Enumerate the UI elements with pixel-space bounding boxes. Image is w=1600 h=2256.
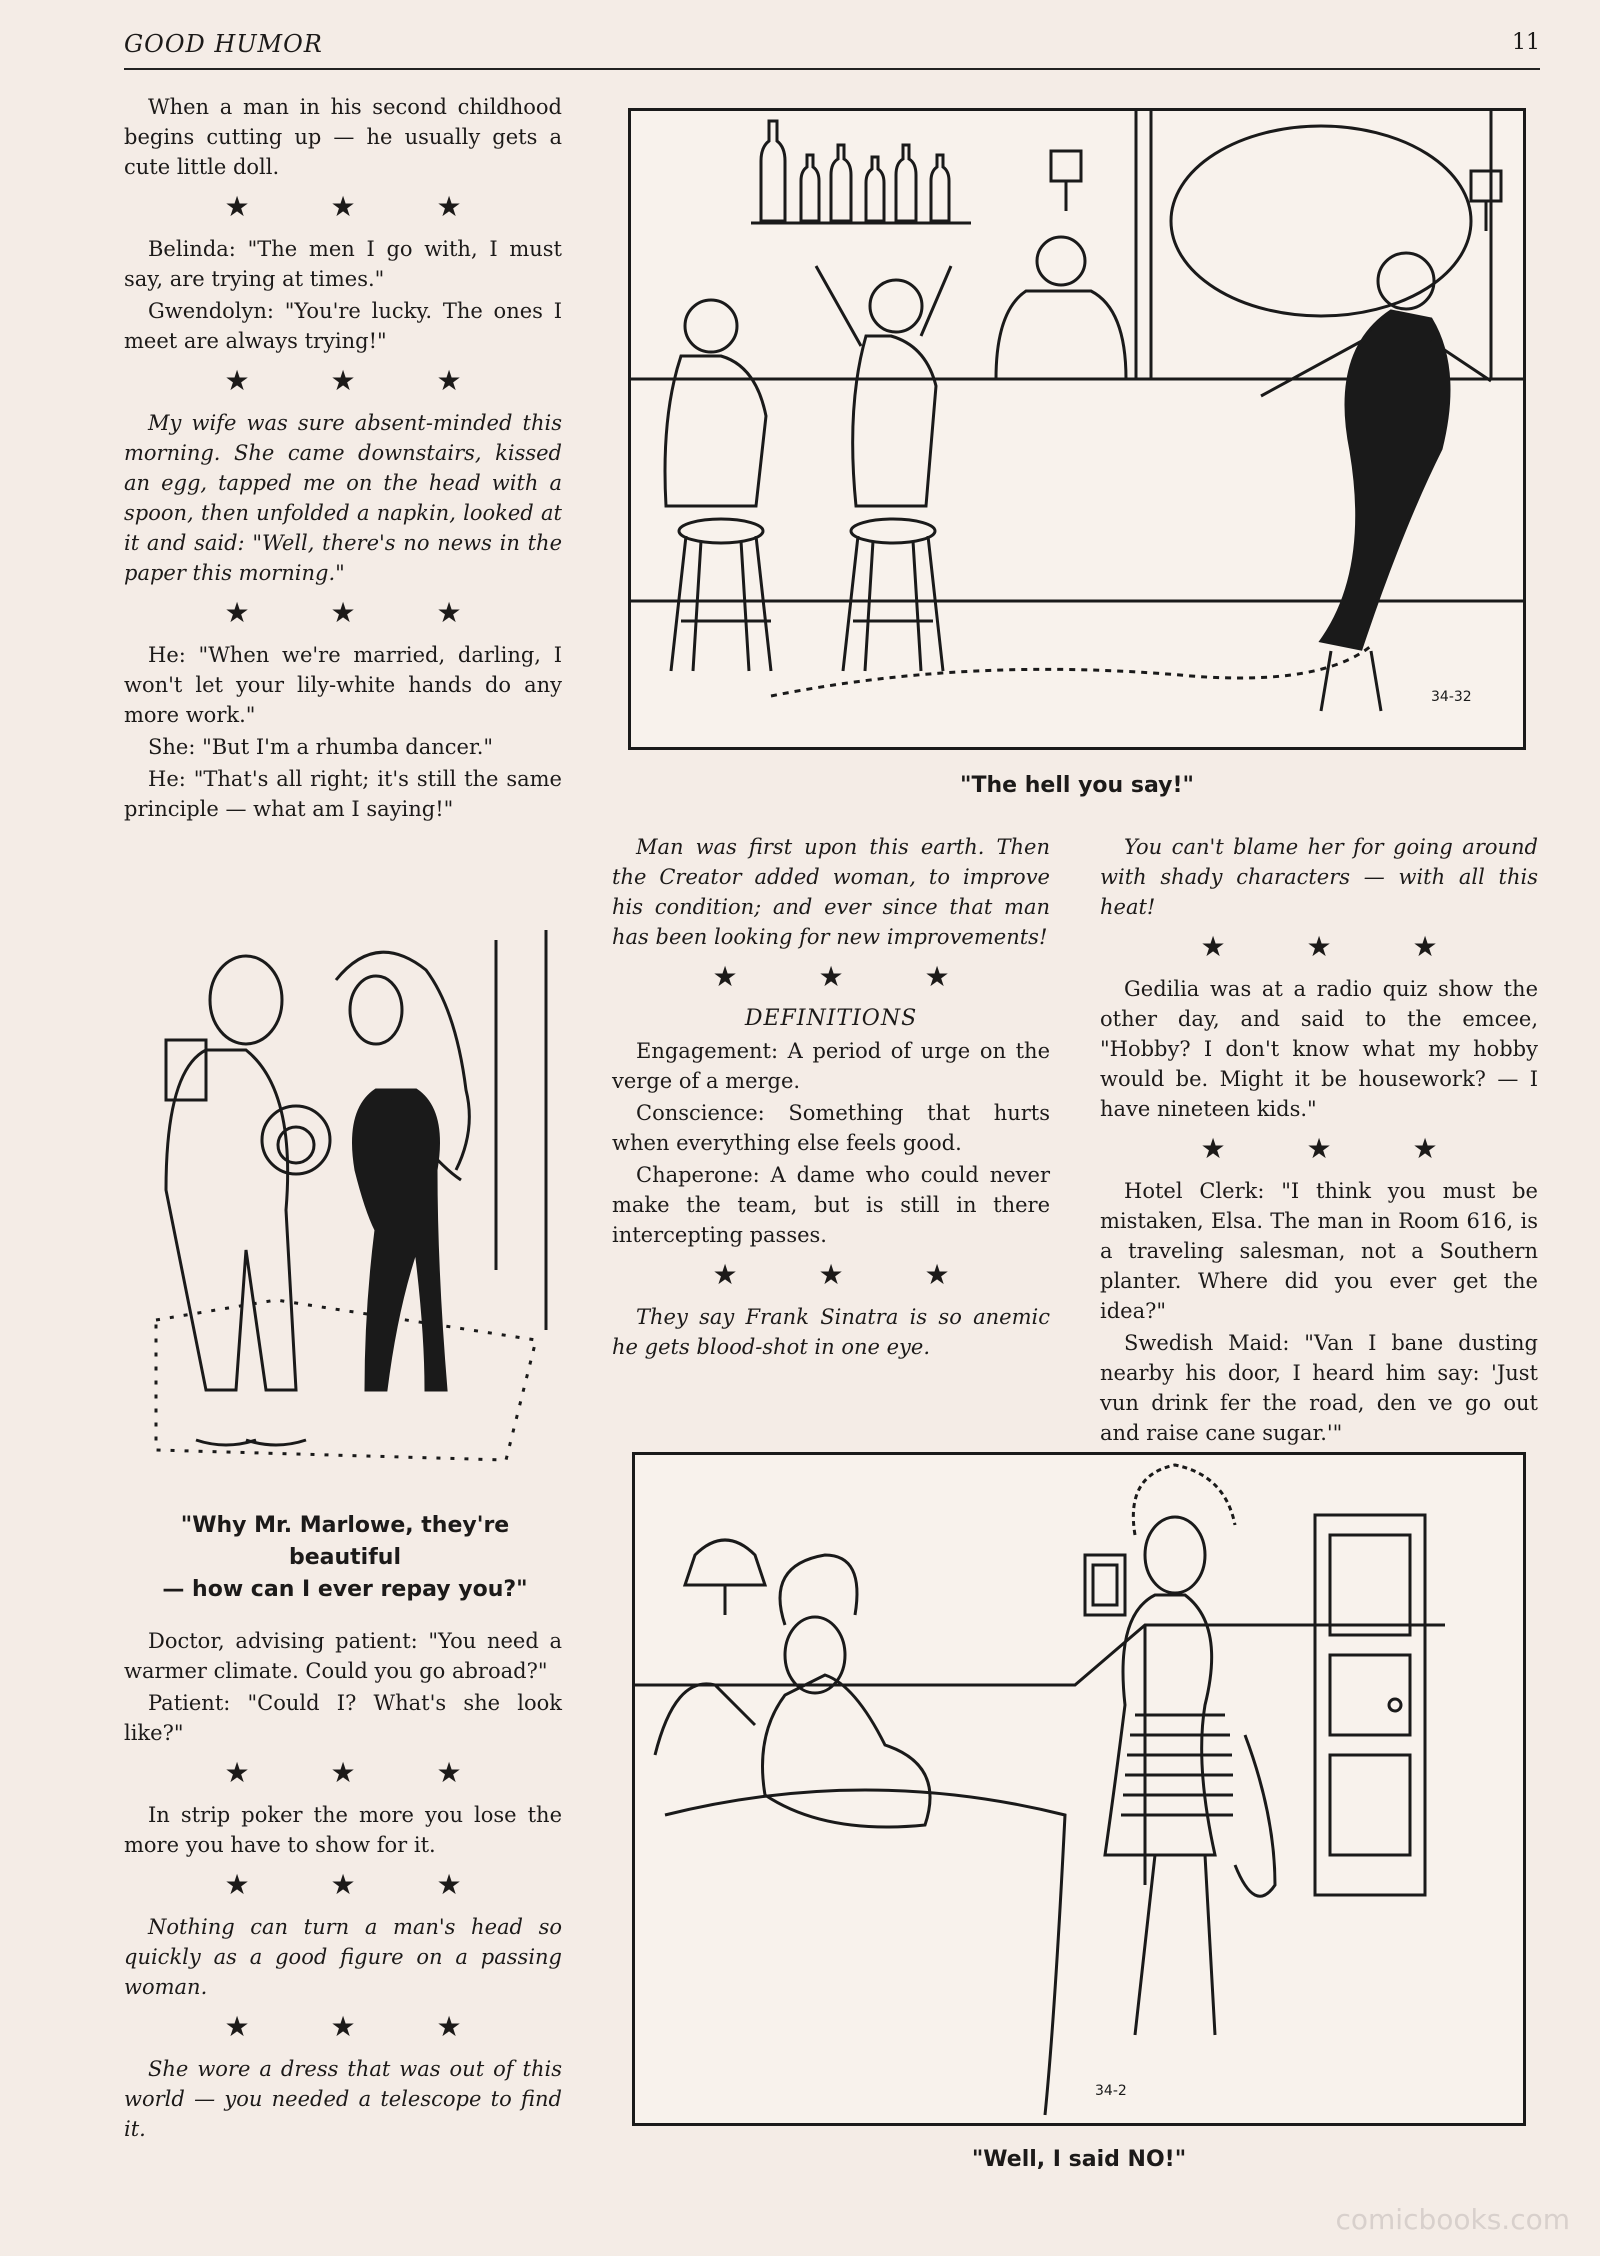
joke-text: Man was first upon this earth. Then the Creator added woman, to improve his condition; and ever since that man has been looking for new improvements! (612, 835, 1050, 949)
watermark: comicbooks.com (1335, 2203, 1570, 2236)
page-number: 11 (1512, 30, 1540, 55)
left-column-top (124, 92, 562, 826)
joke-text: He: "When we're married, darling, I won't let your lily-white hands do any more work." (124, 643, 562, 727)
joke-text: Patient: "Could I? What's she look like?" (124, 1691, 562, 1745)
definition-text: Conscience: Something that hurts when everything else feels good. (612, 1101, 1050, 1155)
page-header (124, 28, 1540, 70)
star-separator: ★ ★ ★ (712, 1258, 986, 1291)
joke-text: They say Frank Sinatra is so anemic he gets blood-shot in one eye. (612, 1305, 1050, 1359)
joke-text: When a man in his second childhood begins cutting up — he usually gets a cute little doll. (124, 95, 562, 179)
caption-line: — how can I ever repay you?" (162, 1577, 528, 1602)
definition-text: Chaperone: A dame who could never make the team, but is still in there intercepting passes. (612, 1163, 1050, 1247)
star-separator: ★ ★ ★ (224, 2010, 498, 2043)
left-column-bottom (124, 1626, 562, 2146)
cartoon-bedroom-panel (632, 1452, 1526, 2126)
star-separator: ★ ★ ★ (224, 1868, 498, 1901)
star-separator: ★ ★ ★ (224, 596, 498, 629)
joke-text: She: "But I'm a rhumba dancer." (148, 735, 494, 759)
cartoon-watch-illustration (136, 920, 566, 1480)
joke-text: Hotel Clerk: "I think you must be mistaken, Elsa. The man in Room 616, is a traveling salesman, not a Southern planter. Where did you ever get the idea?" (1100, 1179, 1538, 1323)
star-separator: ★ ★ ★ (1200, 930, 1474, 963)
cartoon-bedroom-caption: "Well, I said NO!" (971, 2147, 1187, 2172)
magazine-title: GOOD HUMOR (124, 30, 323, 58)
cartoon-bar-panel (628, 108, 1526, 750)
star-separator: ★ ★ ★ (224, 364, 498, 397)
caption-line: "Why Mr. Marlowe, they're beautiful (180, 1513, 510, 1570)
middle-column (612, 832, 1050, 1364)
definition-text: Engagement: A period of urge on the verge of a merge. (612, 1039, 1050, 1093)
joke-text: She wore a dress that was out of this world — you needed a telescope to find it. (124, 2057, 562, 2141)
bar-scene-illustration (631, 111, 1523, 747)
joke-text: Belinda: "The men I go with, I must say, are trying at times." (124, 237, 562, 291)
joke-text: Nothing can turn a man's head so quickly as a good figure on a passing woman. (124, 1915, 562, 1999)
right-column (1100, 832, 1538, 1450)
cartoon-signature: 34-32 (1431, 689, 1472, 705)
star-separator: ★ ★ ★ (712, 960, 986, 993)
joke-text: He: "That's all right; it's still the same principle — what am I saying!" (124, 767, 562, 821)
joke-text: My wife was sure absent-minded this morning. She came downstairs, kissed an egg, tapped me on the head with a spoon, then unfolded a napkin, looked at it and said: "Well, there's no news in the paper this morning." (124, 411, 562, 585)
cartoon-signature: 34-2 (1095, 2083, 1127, 2099)
joke-text: You can't blame her for going around with shady characters — with all this heat! (1100, 835, 1538, 919)
star-separator: ★ ★ ★ (1200, 1132, 1474, 1165)
cartoon-bar-caption: "The hell you say!" (960, 773, 1194, 798)
joke-text: Gwendolyn: "You're lucky. The ones I meet are always trying!" (124, 299, 562, 353)
joke-text: In strip poker the more you lose the more you have to show for it. (124, 1803, 562, 1857)
cartoon-watch-caption (124, 1510, 566, 1606)
definitions-heading: DEFINITIONS (744, 1006, 918, 1031)
joke-text: Gedilia was at a radio quiz show the other day, and said to the emcee, "Hobby? I don't know what my hobby would be. Might it be housework? — I have nineteen kids." (1100, 977, 1538, 1121)
joke-text: Doctor, advising patient: "You need a warmer climate. Could you go abroad?" (124, 1629, 562, 1683)
bedroom-scene-illustration (635, 1455, 1523, 2123)
joke-text: Swedish Maid: "Van I bane dusting nearby his door, I heard him say: 'Just vun drink fer the road, den ve go out and raise cane sugar.'" (1100, 1331, 1538, 1445)
star-separator: ★ ★ ★ (224, 1756, 498, 1789)
star-separator: ★ ★ ★ (224, 190, 498, 223)
